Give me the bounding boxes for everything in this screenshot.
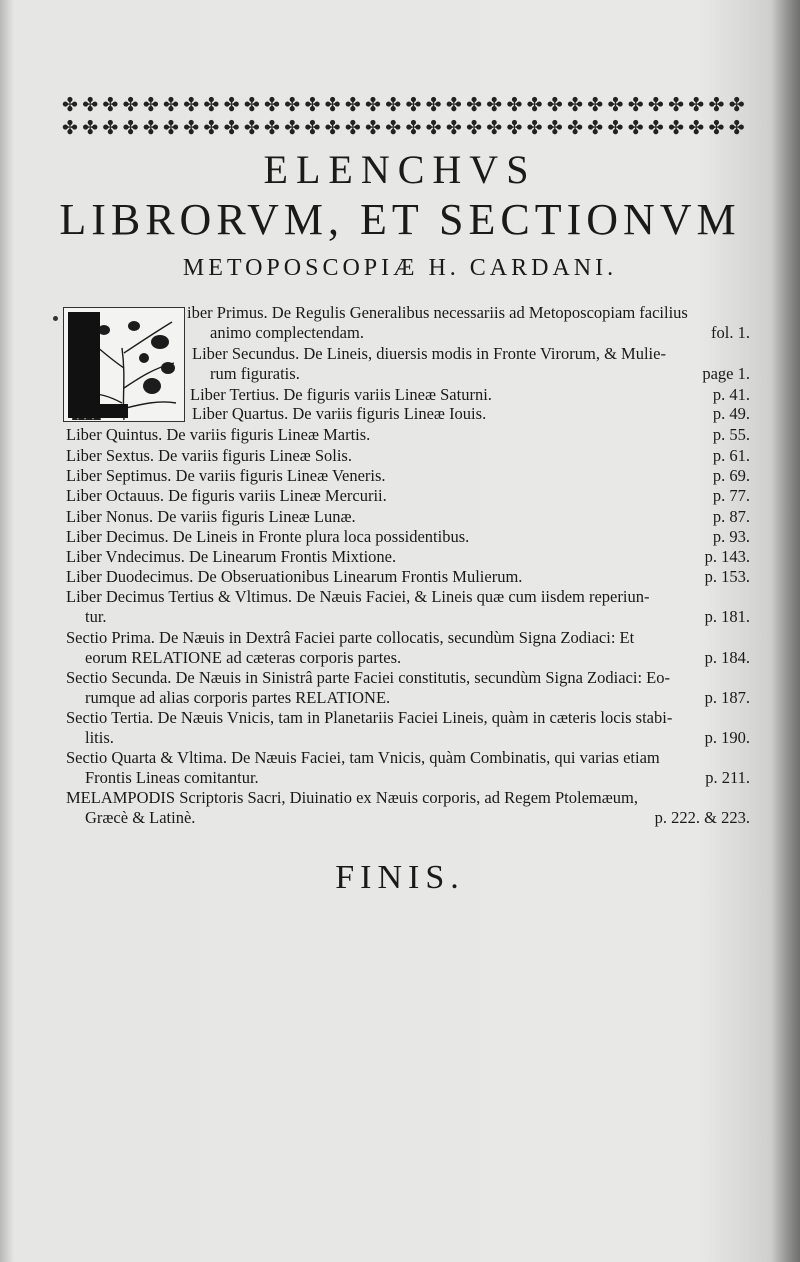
fleuron-icon: ✤ <box>223 96 239 116</box>
toc-section-2-line-2: rumque ad alias corporis partes RELATIONE. <box>85 688 391 707</box>
fleuron-icon: ✤ <box>567 117 582 138</box>
toc-section-1-line-2: eorum RELATIONE ad cæteras corporis partes. <box>85 648 402 667</box>
fleuron-icon: ✤ <box>385 96 401 116</box>
toc-page-s1: p. 184. <box>704 648 750 667</box>
toc-entry-13-line-1: Liber Decimus Tertius & Vltimus. De Næuis Faciei, & Lineis quæ cum iisdem reperiun- <box>66 587 650 606</box>
fleuron-icon: ✤ <box>425 117 441 138</box>
fleuron-icon: ✤ <box>668 96 684 116</box>
toc-section-1-line-1: Sectio Prima. De Næuis in Dextrâ Faciei parte collocatis, secundùm Signa Zodiaci: Et <box>66 628 635 647</box>
fleuron-icon: ✤ <box>122 117 138 138</box>
toc-entry-7: Liber Septimus. De variis figuris Lineæ Veneris. <box>66 466 386 485</box>
fleuron-icon: ✤ <box>243 117 259 138</box>
fleuron-icon: ✤ <box>647 117 663 138</box>
toc-section-2-line-1: Sectio Secunda. De Næuis in Sinistrâ parte Faciei constitutis, secundùm Signa Zodiaci: Eo- <box>66 668 670 687</box>
fleuron-icon: ✤ <box>546 96 562 116</box>
fleuron-icon: ✤ <box>163 117 178 138</box>
fleuron-icon: ✤ <box>82 96 98 116</box>
fleuron-icon: ✤ <box>243 96 259 116</box>
toc-entry-9: Liber Nonus. De variis figuris Lineæ Lunæ. <box>66 507 356 526</box>
ink-dot <box>53 316 58 321</box>
toc-entry-13-line-2: tur. <box>85 607 107 626</box>
fleuron-icon: ✤ <box>304 117 320 138</box>
toc-page-12: p. 153. <box>704 567 750 586</box>
toc-page-s4: p. 211. <box>705 768 750 787</box>
fleuron-icon: ✤ <box>102 117 118 138</box>
toc-page-4: p. 49. <box>712 404 750 423</box>
fleuron-icon: ✤ <box>223 117 239 138</box>
fleuron-icon: ✤ <box>466 96 481 116</box>
toc-entry-5: Liber Quintus. De variis figuris Lineæ Martis. <box>66 425 371 444</box>
toc-entry-12: Liber Duodecimus. De Obseruationibus Linearum Frontis Mulierum. <box>66 567 523 586</box>
finis-heading: FINIS. <box>335 859 465 896</box>
fleuron-icon: ✤ <box>587 117 603 138</box>
fleuron-icon: ✤ <box>365 96 380 116</box>
fleuron-icon: ✤ <box>688 117 704 138</box>
fleuron-icon: ✤ <box>445 117 461 138</box>
fleuron-icon: ✤ <box>607 96 623 116</box>
fleuron-icon: ✤ <box>344 96 360 116</box>
toc-page-1: fol. 1. <box>711 323 750 342</box>
toc-page-13: p. 181. <box>704 607 750 626</box>
fleuron-icon: ✤ <box>264 117 279 138</box>
toc-section-4-line-1: Sectio Quarta & Vltima. De Næuis Faciei, tam Vnicis, quàm Combinatis, qui varias etiam <box>66 748 660 767</box>
toc-entry-8: Liber Octauus. De figuris variis Lineæ Mercurii. <box>66 486 387 505</box>
fleuron-icon: ✤ <box>708 117 724 138</box>
fleuron-icon: ✤ <box>486 96 502 116</box>
toc-section-4-line-2: Frontis Lineas comitantur. <box>85 768 259 787</box>
fleuron-icon: ✤ <box>405 117 421 138</box>
fleuron-icon: ✤ <box>506 96 522 116</box>
fleuron-icon: ✤ <box>102 96 118 116</box>
toc-section-3-line-1: Sectio Tertia. De Næuis Vnicis, tam in Planetariis Faciei Lineis, quàm in cæteris locis stabi- <box>66 708 673 727</box>
fleuron-icon: ✤ <box>668 117 684 138</box>
fleuron-icon: ✤ <box>425 96 441 116</box>
fleuron-icon: ✤ <box>163 96 178 116</box>
fleuron-icon: ✤ <box>688 96 704 116</box>
fleuron-icon: ✤ <box>82 117 98 138</box>
toc-entry-1-line-2: animo complectendam. <box>210 323 364 342</box>
toc-page-2: page 1. <box>702 364 750 383</box>
fleuron-icon: ✤ <box>324 96 340 116</box>
toc-entry-2-line-2: rum figuratis. <box>210 364 300 383</box>
fleuron-icon: ✤ <box>728 117 744 138</box>
fleuron-icon: ✤ <box>385 117 401 138</box>
fleuron-icon: ✤ <box>506 117 522 138</box>
toc-page-5: p. 55. <box>712 425 750 444</box>
toc-page-6: p. 61. <box>712 446 750 465</box>
toc-page-7: p. 69. <box>712 466 750 485</box>
fleuron-icon: ✤ <box>344 117 360 138</box>
title-line-2: LIBRORVM, ET SECTIONVM <box>59 195 741 244</box>
toc-page-melampodis: p. 222. & 223. <box>654 808 750 827</box>
fleuron-icon: ✤ <box>122 96 138 116</box>
fleuron-icon: ✤ <box>486 117 502 138</box>
fleuron-icon: ✤ <box>284 96 300 116</box>
toc-melampodis-line-2: Græcè & Latinè. <box>85 808 196 827</box>
fleuron-icon: ✤ <box>647 96 663 116</box>
toc-page-s2: p. 187. <box>704 688 750 707</box>
title-line-1: ELENCHVS <box>263 147 537 192</box>
dropcap-initial <box>63 307 185 422</box>
toc-page-10: p. 93. <box>712 527 750 546</box>
fleuron-icon: ✤ <box>526 117 542 138</box>
toc-entry-6: Liber Sextus. De variis figuris Lineæ Solis. <box>66 446 352 465</box>
fleuron-icon: ✤ <box>627 96 643 116</box>
fleuron-icon: ✤ <box>183 96 199 116</box>
fleuron-icon: ✤ <box>284 117 300 138</box>
toc-entry-1-line-1: iber Primus. De Regulis Generalibus necessariis ad Metoposcopiam facilius <box>187 303 688 322</box>
toc-page-s3: p. 190. <box>704 728 750 747</box>
fleuron-icon: ✤ <box>526 96 542 116</box>
fleuron-icon: ✤ <box>546 117 562 138</box>
toc-page-9: p. 87. <box>712 507 750 526</box>
fleuron-icon: ✤ <box>142 96 158 116</box>
ornament-row-bottom <box>62 119 744 138</box>
fleuron-icon: ✤ <box>627 117 643 138</box>
toc-page-11: p. 143. <box>704 547 750 566</box>
fleuron-icon: ✤ <box>183 117 199 138</box>
toc-page-3: p. 41. <box>712 385 750 404</box>
ornamental-border <box>62 96 744 138</box>
fleuron-icon: ✤ <box>445 96 461 116</box>
toc-entry-3: Liber Tertius. De figuris variis Lineæ Saturni. <box>190 385 492 404</box>
fleuron-icon: ✤ <box>708 96 724 116</box>
fleuron-icon: ✤ <box>587 96 603 116</box>
fleuron-icon: ✤ <box>405 96 421 116</box>
toc-section-3-line-2: litis. <box>85 728 114 747</box>
foliage-illustration <box>64 308 184 421</box>
toc-melampodis-line-1: MELAMPODIS Scriptoris Sacri, Diuinatio ex Næuis corporis, ad Regem Ptolemæum, <box>66 788 638 807</box>
fleuron-icon: ✤ <box>62 117 77 138</box>
fleuron-icon: ✤ <box>365 117 380 138</box>
ornament-row-top <box>62 96 744 115</box>
fleuron-icon: ✤ <box>304 96 320 116</box>
title-line-3: METOPOSCOPIÆ H. CARDANI. <box>182 255 618 281</box>
toc-entry-10: Liber Decimus. De Lineis in Fronte plura loca possidentibus. <box>66 527 470 546</box>
fleuron-icon: ✤ <box>728 96 744 116</box>
fleuron-icon: ✤ <box>264 96 279 116</box>
toc-entry-11: Liber Vndecimus. De Linearum Frontis Mixtione. <box>66 547 397 566</box>
fleuron-icon: ✤ <box>324 117 340 138</box>
fleuron-icon: ✤ <box>567 96 582 116</box>
fleuron-icon: ✤ <box>203 117 219 138</box>
fleuron-icon: ✤ <box>607 117 623 138</box>
toc-entry-4: Liber Quartus. De variis figuris Lineæ Iouis. <box>192 404 487 423</box>
fleuron-icon: ✤ <box>62 96 77 116</box>
fleuron-icon: ✤ <box>466 117 481 138</box>
fleuron-icon: ✤ <box>203 96 219 116</box>
toc-entry-2-line-1: Liber Secundus. De Lineis, diuersis modis in Fronte Virorum, & Mulie- <box>192 344 666 363</box>
toc-page-8: p. 77. <box>712 486 750 505</box>
fleuron-icon: ✤ <box>142 117 158 138</box>
